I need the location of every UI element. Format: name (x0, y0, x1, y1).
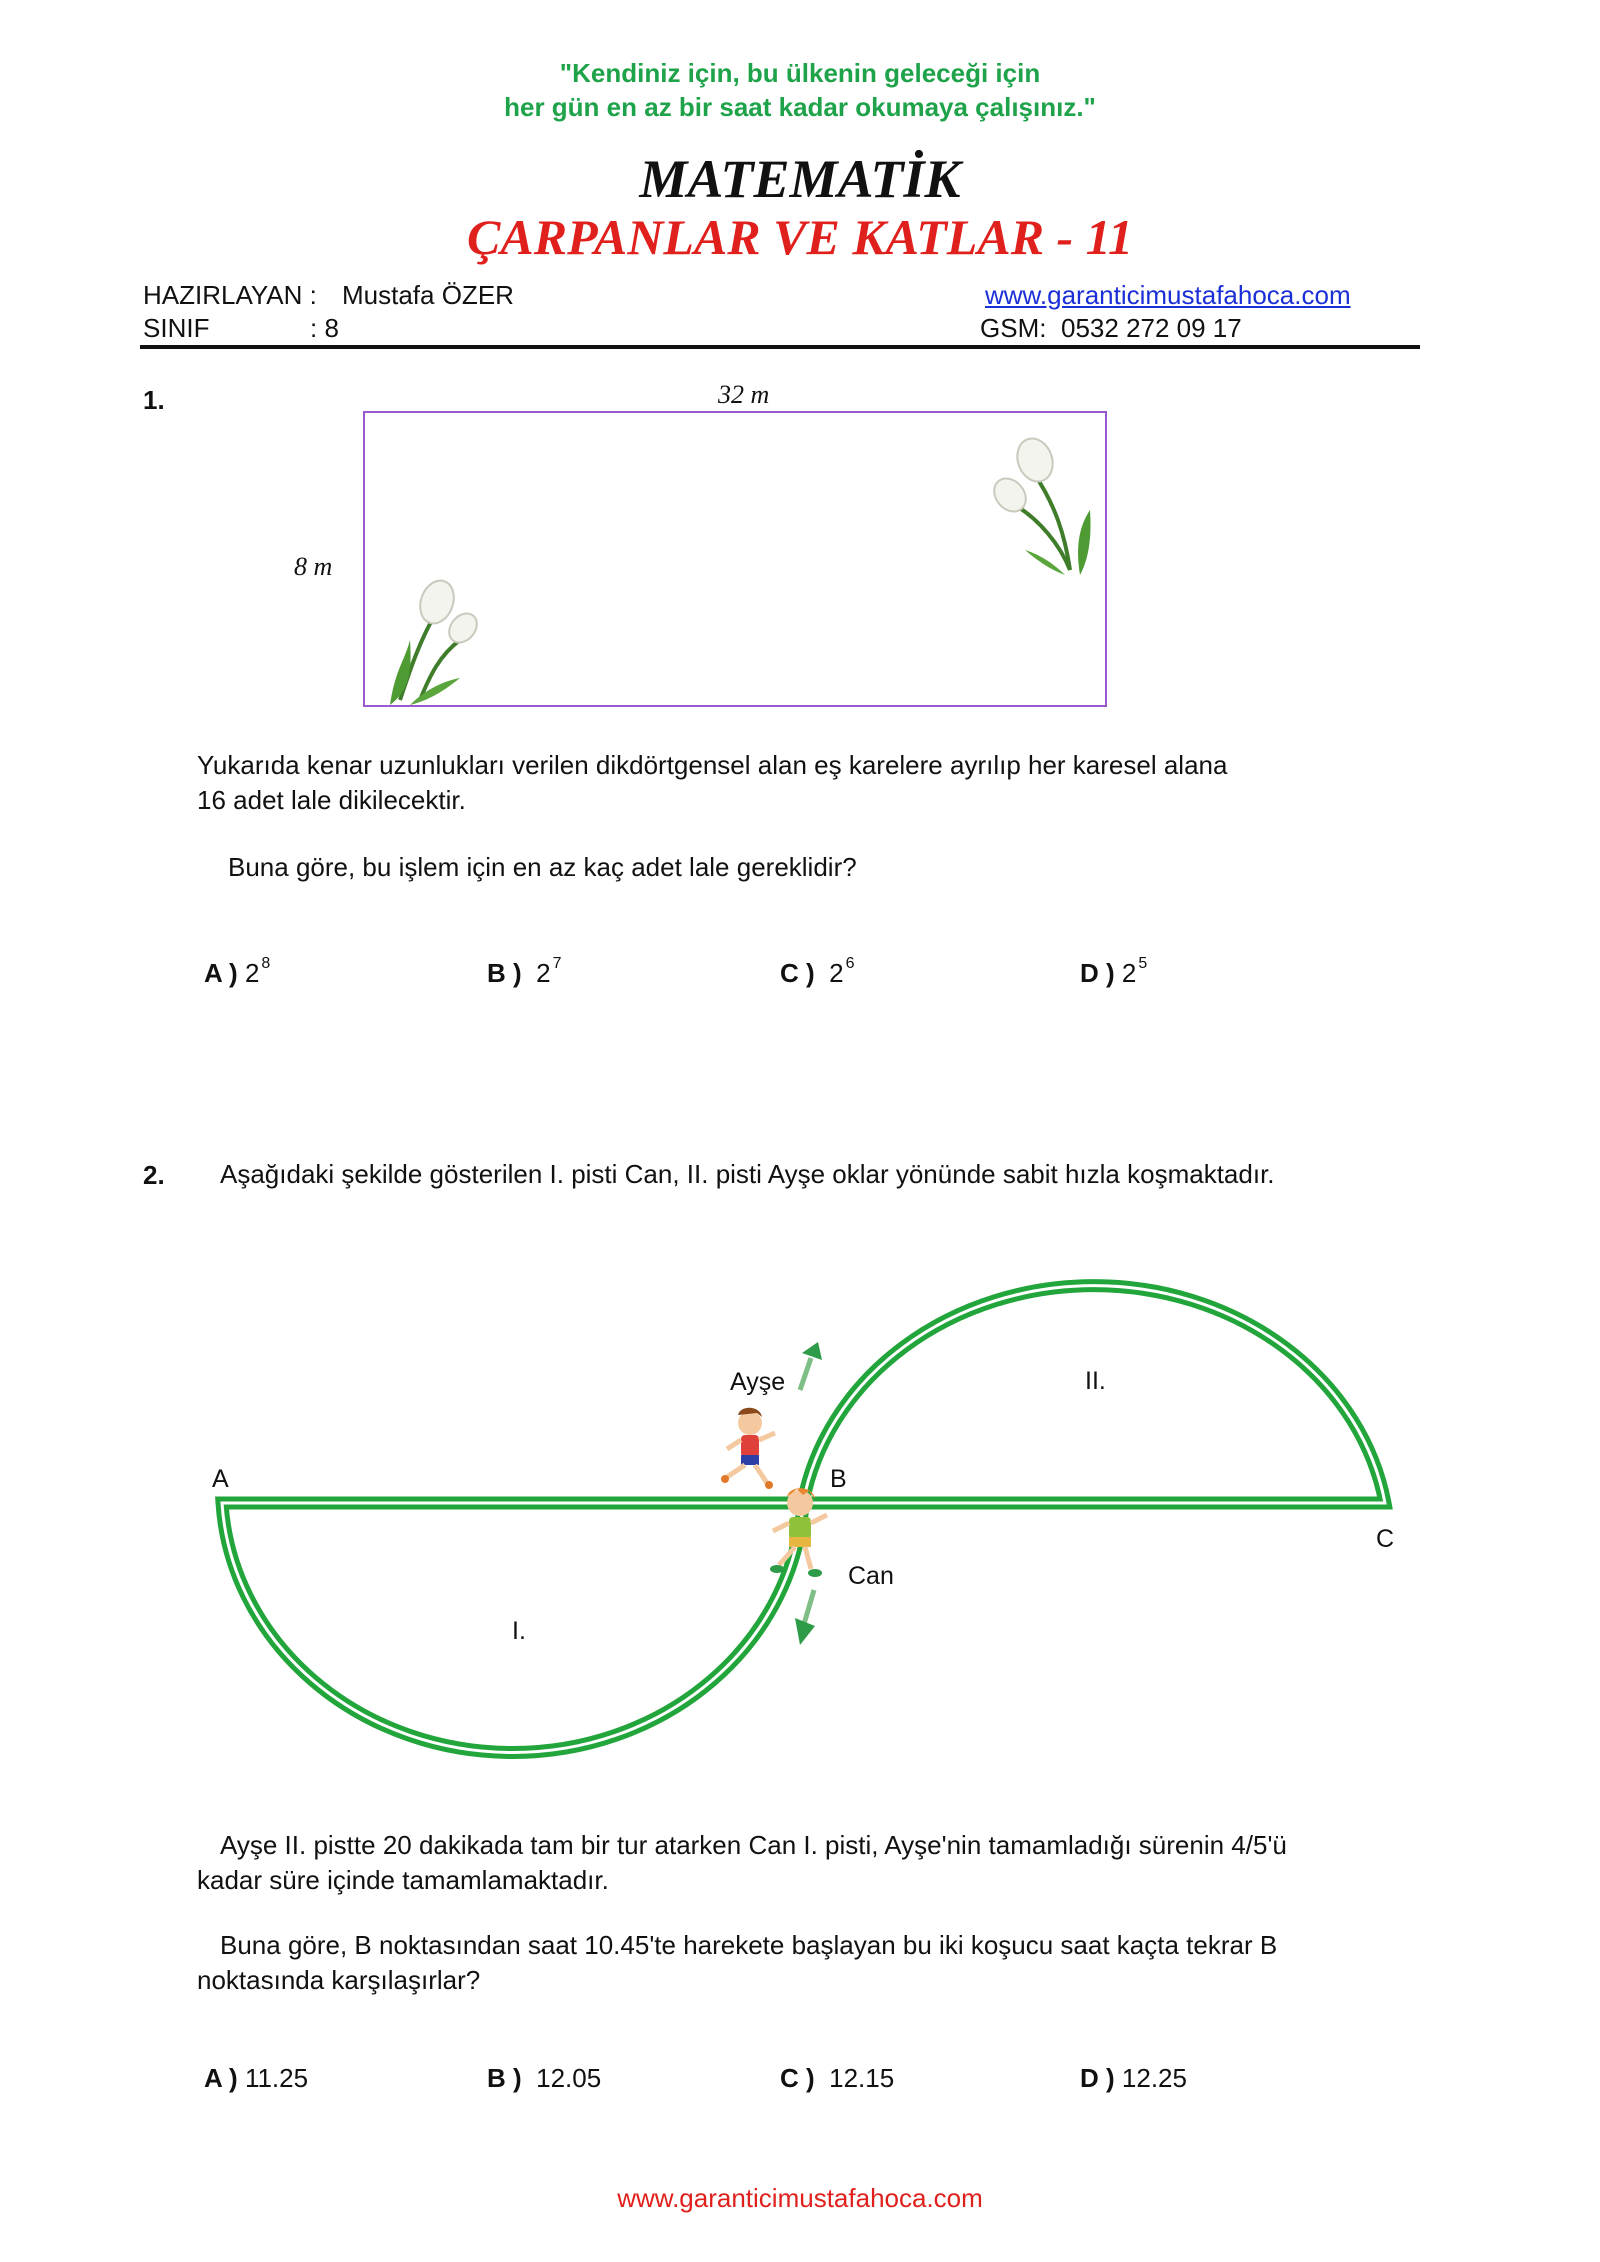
option-exponent: 7 (552, 955, 562, 972)
author-label: HAZIRLAYAN : (143, 280, 317, 310)
option-exponent: 5 (1138, 955, 1148, 972)
tulip-icon (390, 576, 482, 705)
gsm-label: GSM: (980, 313, 1047, 343)
garden-rectangle-figure (360, 410, 1110, 710)
question-2-prompt-line-2: noktasında karşılaşırlar? (197, 1965, 481, 1995)
subject-title: MATEMATİK (639, 149, 961, 209)
option-letter: A ) (204, 958, 238, 988)
option-letter: C ) (780, 2063, 815, 2093)
option-letter: C ) (780, 958, 815, 988)
arrow-up-icon (800, 1342, 822, 1390)
track-1-label: I. (512, 1617, 526, 1645)
option-value: 11.25 (244, 2063, 309, 2093)
q1-option-c[interactable] (780, 955, 855, 989)
point-c-label: C (1376, 1525, 1395, 1553)
runner-can-label: Can (848, 1562, 894, 1590)
gsm-number: 0532 272 09 17 (1061, 313, 1242, 343)
quote-line-1: "Kendiniz için, bu ülkenin geleceği için (559, 58, 1041, 88)
topic-title: ÇARPANLAR VE KATLAR - 11 (467, 209, 1133, 265)
q2-option-c[interactable] (780, 2063, 894, 2094)
q1-option-a[interactable] (204, 955, 270, 989)
track-2-label: II. (1085, 1367, 1106, 1395)
quote-line-2: her gün en az bir saat kadar okumaya çalışınız." (504, 92, 1096, 122)
website-link[interactable]: www.garanticimustafahoca.com (985, 280, 1351, 310)
runner-girl-icon (721, 1408, 775, 1489)
option-exponent: 6 (845, 955, 855, 972)
option-letter: B ) (487, 2063, 522, 2093)
option-value: 12.25 (1121, 2063, 1187, 2093)
point-a-label: A (212, 1465, 229, 1493)
runner-ayse-label: Ayşe (730, 1368, 786, 1396)
option-base: 2 (829, 958, 844, 988)
class-label: SINIF (143, 313, 210, 343)
point-b-label: B (830, 1465, 847, 1493)
class-value: : 8 (310, 313, 339, 343)
option-value: 12.05 (536, 2063, 602, 2093)
option-letter: D ) (1080, 958, 1115, 988)
option-exponent: 8 (261, 955, 271, 972)
rectangle-width-label: 32 m (718, 380, 770, 409)
option-letter: A ) (204, 2063, 238, 2093)
q1-option-d[interactable] (1080, 955, 1147, 989)
option-value: 12.15 (829, 2063, 895, 2093)
garden-rectangle (364, 412, 1106, 706)
question-2-number: 2. (143, 1160, 165, 1190)
question-2-text-line-1: Ayşe II. pistte 20 dakikada tam bir tur atarken Can I. pisti, Ayşe'nin tamamladığı sürenin 4/5'ü (220, 1830, 1287, 1860)
q1-option-b[interactable] (487, 955, 562, 989)
footer-website-link[interactable]: www.garanticimustafahoca.com (617, 2183, 983, 2213)
author-name: Mustafa ÖZER (342, 280, 514, 310)
option-base: 2 (1121, 958, 1137, 988)
motivational-quote (0, 56, 1600, 124)
option-base: 2 (536, 958, 551, 988)
running-tracks-figure (200, 1220, 1400, 1800)
question-2-text-line-2: kadar süre içinde tamamlamaktadır. (197, 1865, 609, 1895)
header-divider (140, 345, 1420, 349)
q2-option-a[interactable] (204, 2063, 308, 2094)
question-1-text-line-2: 16 adet lale dikilecektir. (197, 785, 466, 815)
question-2-intro: Aşağıdaki şekilde gösterilen I. pisti Can, II. pisti Ayşe oklar yönünde sabit hızla koşmaktadır. (220, 1159, 1275, 1189)
arrow-down-icon (795, 1590, 815, 1645)
question-1-text-line-1: Yukarıda kenar uzunlukları verilen dikdörtgensel alan eş karelere ayrılıp her karesel alana (197, 750, 1228, 780)
option-base: 2 (244, 958, 260, 988)
tulip-icon (988, 434, 1091, 575)
q2-option-b[interactable] (487, 2063, 601, 2094)
option-letter: D ) (1080, 2063, 1115, 2093)
q2-option-d[interactable] (1080, 2063, 1187, 2094)
question-1-prompt: Buna göre, bu işlem için en az kaç adet lale gereklidir? (228, 852, 857, 882)
rectangle-height-label: 8 m (294, 552, 333, 581)
question-2-prompt-line-1: Buna göre, B noktasından saat 10.45'te harekete başlayan bu iki koşucu saat kaçta tekrar B (220, 1930, 1278, 1960)
question-1-number: 1. (143, 385, 165, 415)
option-letter: B ) (487, 958, 522, 988)
